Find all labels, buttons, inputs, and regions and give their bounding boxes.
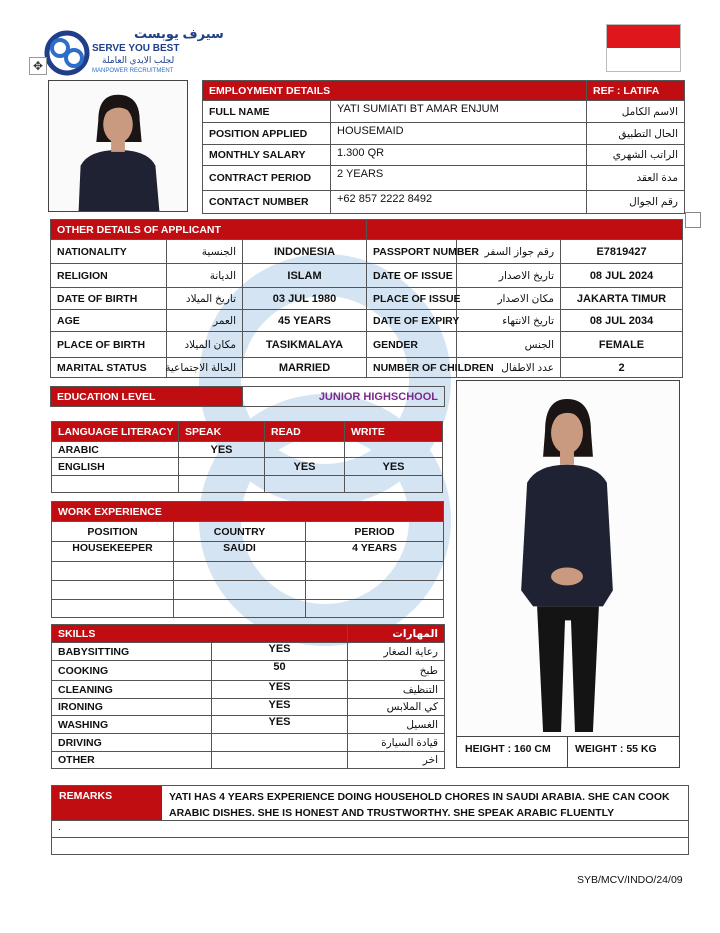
language-write [345, 442, 443, 458]
expiry-arabic: تاريخ الانتهاء [457, 310, 561, 332]
birthplace-value: TASIKMALAYA [243, 332, 367, 358]
skills-table [51, 624, 445, 769]
children-arabic: عدد الاطفال [457, 358, 561, 378]
skill-value [212, 734, 348, 752]
applicant-portrait-photo [48, 80, 188, 212]
remarks-divider-1 [52, 820, 688, 821]
remarks-label: REMARKS [52, 786, 162, 820]
skill-value: 50 [212, 661, 348, 681]
skill-name: OTHER [52, 752, 212, 769]
skill-value: YES [212, 643, 348, 661]
passport-label: PASSPORT NUMBER [367, 240, 457, 264]
skill-arabic: كي الملابس [348, 699, 445, 716]
issue-place-label: PLACE OF ISSUE [367, 288, 457, 310]
language-write: YES [345, 458, 443, 476]
write-header: WRITE [345, 422, 443, 442]
skill-value [212, 752, 348, 769]
contact-arabic: رقم الجوال [587, 191, 685, 214]
skill-arabic: رعاية الصغار [348, 643, 445, 661]
remarks-box [51, 785, 689, 855]
position-label: POSITION APPLIED [203, 123, 331, 145]
full-name-arabic: الاسم الكامل [587, 101, 685, 123]
work-period [306, 562, 444, 581]
applicant-full-body-photo [457, 381, 679, 737]
contract-label: CONTRACT PERIOD [203, 166, 331, 191]
nationality-label: NATIONALITY [51, 240, 167, 264]
language-read [265, 476, 345, 493]
move-handle-icon[interactable]: ✥ [29, 57, 47, 75]
work-position [52, 600, 174, 618]
age-arabic: العمر [167, 310, 243, 332]
reference: REF : LATIFA [587, 81, 685, 101]
other-details-header: OTHER DETAILS OF APPLICANT [51, 220, 367, 240]
issue-place-arabic: مكان الاصدار [457, 288, 561, 310]
skill-name: CLEANING [52, 681, 212, 699]
work-position [52, 581, 174, 600]
position-value: HOUSEMAID [331, 123, 587, 145]
expiry-label: DATE OF EXPIRY [367, 310, 457, 332]
issue-place-value: JAKARTA TIMUR [561, 288, 683, 310]
language-speak [179, 458, 265, 476]
contract-arabic: مدة العقد [587, 166, 685, 191]
skill-name: COOKING [52, 661, 212, 681]
skill-name: DRIVING [52, 734, 212, 752]
resize-handle-icon[interactable] [685, 212, 701, 228]
religion-label: RELIGION [51, 264, 167, 288]
gender-value: FEMALE [561, 332, 683, 358]
skill-arabic: قيادة السيارة [348, 734, 445, 752]
weight-label: WEIGHT : 55 KG [575, 743, 657, 755]
skill-arabic: الغسيل [348, 716, 445, 734]
full-name-value: YATI SUMIATI BT AMAR ENJUM [331, 101, 587, 123]
gender-label: GENDER [367, 332, 457, 358]
passport-arabic: رقم جواز السفر [457, 240, 561, 264]
birthplace-label: PLACE OF BIRTH [51, 332, 167, 358]
expiry-value: 08 JUL 2034 [561, 310, 683, 332]
work-position [52, 562, 174, 581]
full-name-label: FULL NAME [203, 101, 331, 123]
work-experience-header: WORK EXPERIENCE [52, 502, 444, 522]
language-speak: YES [179, 442, 265, 458]
language-read: YES [265, 458, 345, 476]
logo-english: SERVE YOU BEST [92, 43, 180, 54]
applicant-full-body-photo-frame [456, 380, 680, 768]
height-label: HEIGHT : 160 CM [465, 743, 551, 755]
indonesia-flag-icon [606, 24, 681, 72]
position-arabic: الحال التطبيق [587, 123, 685, 145]
other-details-header-blank [367, 220, 683, 240]
skill-name: BABYSITTING [52, 643, 212, 661]
skill-arabic: اخر [348, 752, 445, 769]
language-name: ARABIC [52, 442, 179, 458]
remarks-text: YATI HAS 4 YEARS EXPERIENCE DOING HOUSEHOLD CHORES IN SAUDI ARABIA. SHE CAN COOK ARABIC DISHES. SHE IS HONEST AND TRUSTWORTHY. SHE SPEAK ARABIC FLUENTLY [169, 791, 670, 819]
logo-arabic: سيرف يوبست [134, 26, 224, 41]
contract-value: 2 YEARS [331, 166, 587, 191]
nationality-arabic: الجنسية [167, 240, 243, 264]
skill-name: WASHING [52, 716, 212, 734]
work-country [174, 600, 306, 618]
skill-value: YES [212, 716, 348, 734]
work-period [306, 600, 444, 618]
language-write [345, 476, 443, 493]
age-value: 45 YEARS [243, 310, 367, 332]
skill-value: YES [212, 681, 348, 699]
document-code: SYB/MCV/INDO/24/09 [577, 874, 683, 886]
birthplace-arabic: مكان الميلاد [167, 332, 243, 358]
work-country [174, 581, 306, 600]
issue-date-value: 08 JUL 2024 [561, 264, 683, 288]
religion-arabic: الديانة [167, 264, 243, 288]
language-name: ENGLISH [52, 458, 179, 476]
company-logo [44, 28, 224, 80]
dob-value: 03 JUL 1980 [243, 288, 367, 310]
skills-header: SKILLS [52, 625, 348, 643]
nationality-value: INDONESIA [243, 240, 367, 264]
work-col-period: PERIOD [306, 522, 444, 542]
language-table [51, 421, 443, 493]
read-header: READ [265, 422, 345, 442]
logo-sub: MANPOWER RECRUITMENT [92, 68, 174, 74]
work-period [306, 581, 444, 600]
contact-value: +62 857 2222 8492 [331, 191, 587, 214]
skill-arabic: طبخ [348, 661, 445, 681]
salary-label: MONTHLY SALARY [203, 145, 331, 166]
work-col-position: POSITION [52, 522, 174, 542]
employment-details-table [202, 80, 685, 214]
skill-name: IRONING [52, 699, 212, 716]
skills-header-arabic: المهارات [348, 625, 445, 643]
education-value: JUNIOR HIGHSCHOOL [243, 387, 445, 407]
marital-label: MARITAL STATUS [51, 358, 167, 378]
children-value: 2 [561, 358, 683, 378]
gender-arabic: الجنس [457, 332, 561, 358]
age-label: AGE [51, 310, 167, 332]
language-header: LANGUAGE LITERACY [52, 422, 179, 442]
children-label: NUMBER OF CHILDREN [367, 358, 457, 378]
dob-label: DATE OF BIRTH [51, 288, 167, 310]
logo-knot-icon [44, 30, 90, 76]
salary-arabic: الراتب الشهري [587, 145, 685, 166]
language-speak [179, 476, 265, 493]
contact-label: CONTACT NUMBER [203, 191, 331, 214]
passport-value: E7819427 [561, 240, 683, 264]
dob-arabic: تاريخ الميلاد [167, 288, 243, 310]
language-read [265, 442, 345, 458]
language-name [52, 476, 179, 493]
skill-arabic: التنظيف [348, 681, 445, 699]
measurement-divider [567, 737, 568, 768]
logo-arabic-sub: لجلب الايدي العاملة [102, 55, 175, 65]
work-position: HOUSEKEEPER [52, 542, 174, 562]
skill-value: YES [212, 699, 348, 716]
salary-value: 1.300 QR [331, 145, 587, 166]
other-details-table [50, 219, 683, 378]
remarks-divider-2 [52, 837, 688, 838]
remarks-line2: . [58, 822, 61, 833]
marital-value: MARRIED [243, 358, 367, 378]
work-country [174, 562, 306, 581]
work-country: SAUDI [174, 542, 306, 562]
education-table [50, 386, 445, 407]
work-period: 4 YEARS [306, 542, 444, 562]
issue-date-arabic: تاريخ الاصدار [457, 264, 561, 288]
education-label: EDUCATION LEVEL [51, 387, 243, 407]
issue-date-label: DATE OF ISSUE [367, 264, 457, 288]
employment-details-header: EMPLOYMENT DETAILS [203, 81, 587, 101]
marital-arabic: الحالة الاجتماعية [167, 358, 243, 378]
speak-header: SPEAK [179, 422, 265, 442]
religion-value: ISLAM [243, 264, 367, 288]
work-col-country: COUNTRY [174, 522, 306, 542]
work-experience-table [51, 501, 444, 618]
